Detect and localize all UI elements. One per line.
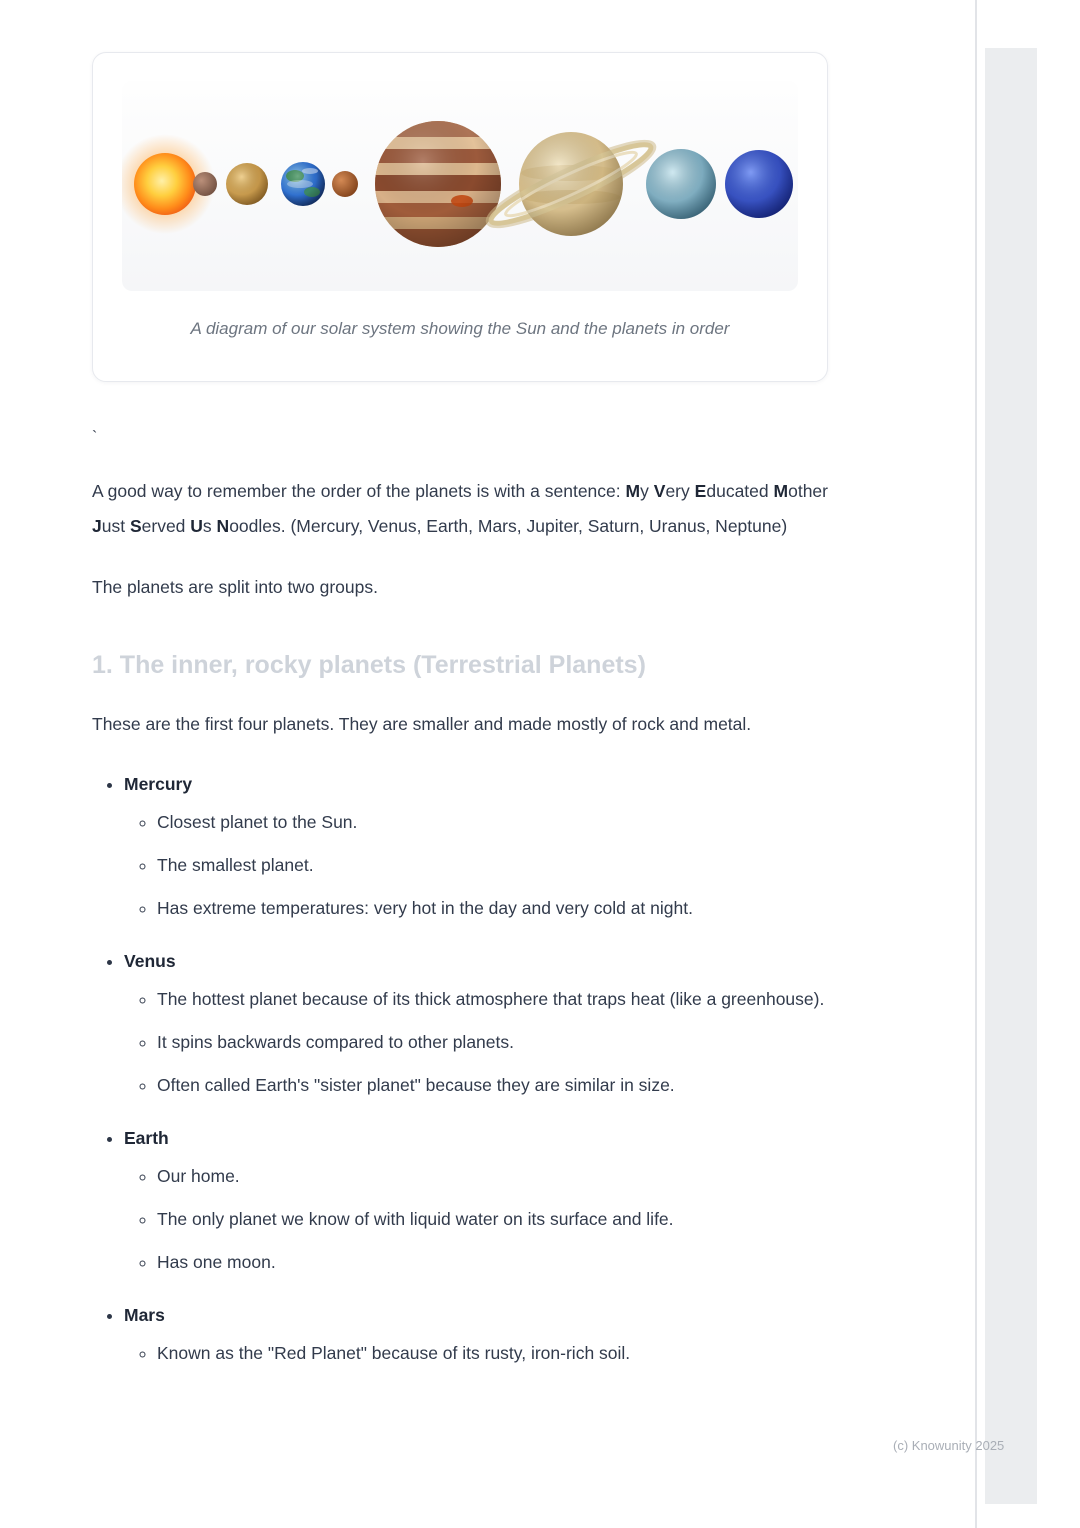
mnemonic-bold-letter: M	[625, 481, 641, 501]
mnemonic-paragraph	[92, 474, 828, 544]
mnemonic-text: s	[202, 516, 217, 536]
planet-facts-list	[124, 983, 828, 1101]
planet-item	[124, 1301, 828, 1369]
uranus-image	[646, 149, 716, 219]
figure-caption: A diagram of our solar system showing the Sun and the planets in order	[190, 319, 730, 338]
mnemonic-text: other	[788, 481, 828, 501]
copyright-watermark: (c) Knowunity 2025	[893, 1438, 1005, 1453]
planet-item	[124, 947, 828, 1101]
jupiter-image	[375, 121, 501, 247]
section-intro-paragraph: These are the first four planets. They are smaller and made mostly of rock and metal.	[92, 714, 752, 734]
stray-character: `	[92, 429, 98, 446]
document-page	[92, 0, 828, 1392]
planet-fact: ◦ Our home.	[157, 1160, 828, 1192]
mnemonic-text: A good way to remember the order of the planets is with a sentence:	[92, 481, 626, 501]
mnemonic-bold-letter: U	[190, 516, 203, 536]
planet-fact: ◦ It spins backwards compared to other planets.	[157, 1026, 828, 1058]
mnemonic-text: ery	[665, 481, 695, 501]
solar-system-image	[122, 81, 798, 291]
planet-name: Venus	[124, 951, 176, 971]
scrollbar-track[interactable]	[985, 48, 1037, 1504]
mnemonic-text: ducated	[706, 481, 774, 501]
planet-name: Mercury	[124, 774, 193, 794]
planet-fact: ◦ Has extreme temperatures: very hot in the day and very cold at night.	[157, 892, 828, 924]
mnemonic-bold-letter: E	[694, 481, 707, 501]
mnemonic-bold-letter: J	[92, 516, 102, 536]
planet-fact: ◦ Known as the "Red Planet" because of its rusty, iron-rich soil.	[157, 1337, 828, 1369]
earth-image	[281, 162, 325, 206]
neptune-image	[725, 150, 793, 218]
mnemonic-text: ust	[101, 516, 130, 536]
venus-image	[226, 163, 268, 205]
planet-fact: ◦ The smallest planet.	[157, 849, 828, 881]
planet-fact: ◦ Often called Earth's "sister planet" because they are similar in size.	[157, 1069, 828, 1101]
groups-intro-paragraph: The planets are split into two groups.	[92, 577, 378, 597]
mnemonic-bold-letter: M	[773, 481, 789, 501]
planet-fact: ◦ Has one moon.	[157, 1246, 828, 1278]
planet-item	[124, 1124, 828, 1278]
mars-image	[332, 171, 358, 197]
mnemonic-bold-letter: V	[653, 481, 666, 501]
saturn-image	[483, 131, 660, 236]
planet-name: Mars	[124, 1305, 165, 1325]
planet-fact: ◦ The only planet we know of with liquid water on its surface and life.	[157, 1203, 828, 1235]
planet-facts-list	[124, 1160, 828, 1278]
planet-fact: ◦ Closest planet to the Sun.	[157, 806, 828, 838]
planet-list	[92, 770, 828, 1369]
solar-system-figure-card	[92, 52, 828, 382]
planet-item	[124, 770, 828, 924]
section-heading-inner-planets: 1. The inner, rocky planets (Terrestrial Planets)	[92, 651, 646, 679]
mnemonic-text: erved	[141, 516, 191, 536]
planet-facts-list	[124, 1337, 828, 1369]
planet-name: Earth	[124, 1128, 169, 1148]
solar-system-diagram	[122, 81, 798, 291]
planet-fact: ◦ The hottest planet because of its thick atmosphere that traps heat (like a greenhouse).	[157, 983, 828, 1015]
mnemonic-bold-letter: S	[129, 516, 142, 536]
mnemonic-text: y	[640, 481, 654, 501]
mnemonic-text: oodles. (Mercury, Venus, Earth, Mars, Jupiter, Saturn, Uranus, Neptune)	[229, 516, 788, 536]
page-edge-divider	[975, 0, 977, 1528]
mnemonic-bold-letter: N	[216, 516, 230, 536]
planet-facts-list	[124, 806, 828, 924]
mercury-image	[193, 172, 217, 196]
